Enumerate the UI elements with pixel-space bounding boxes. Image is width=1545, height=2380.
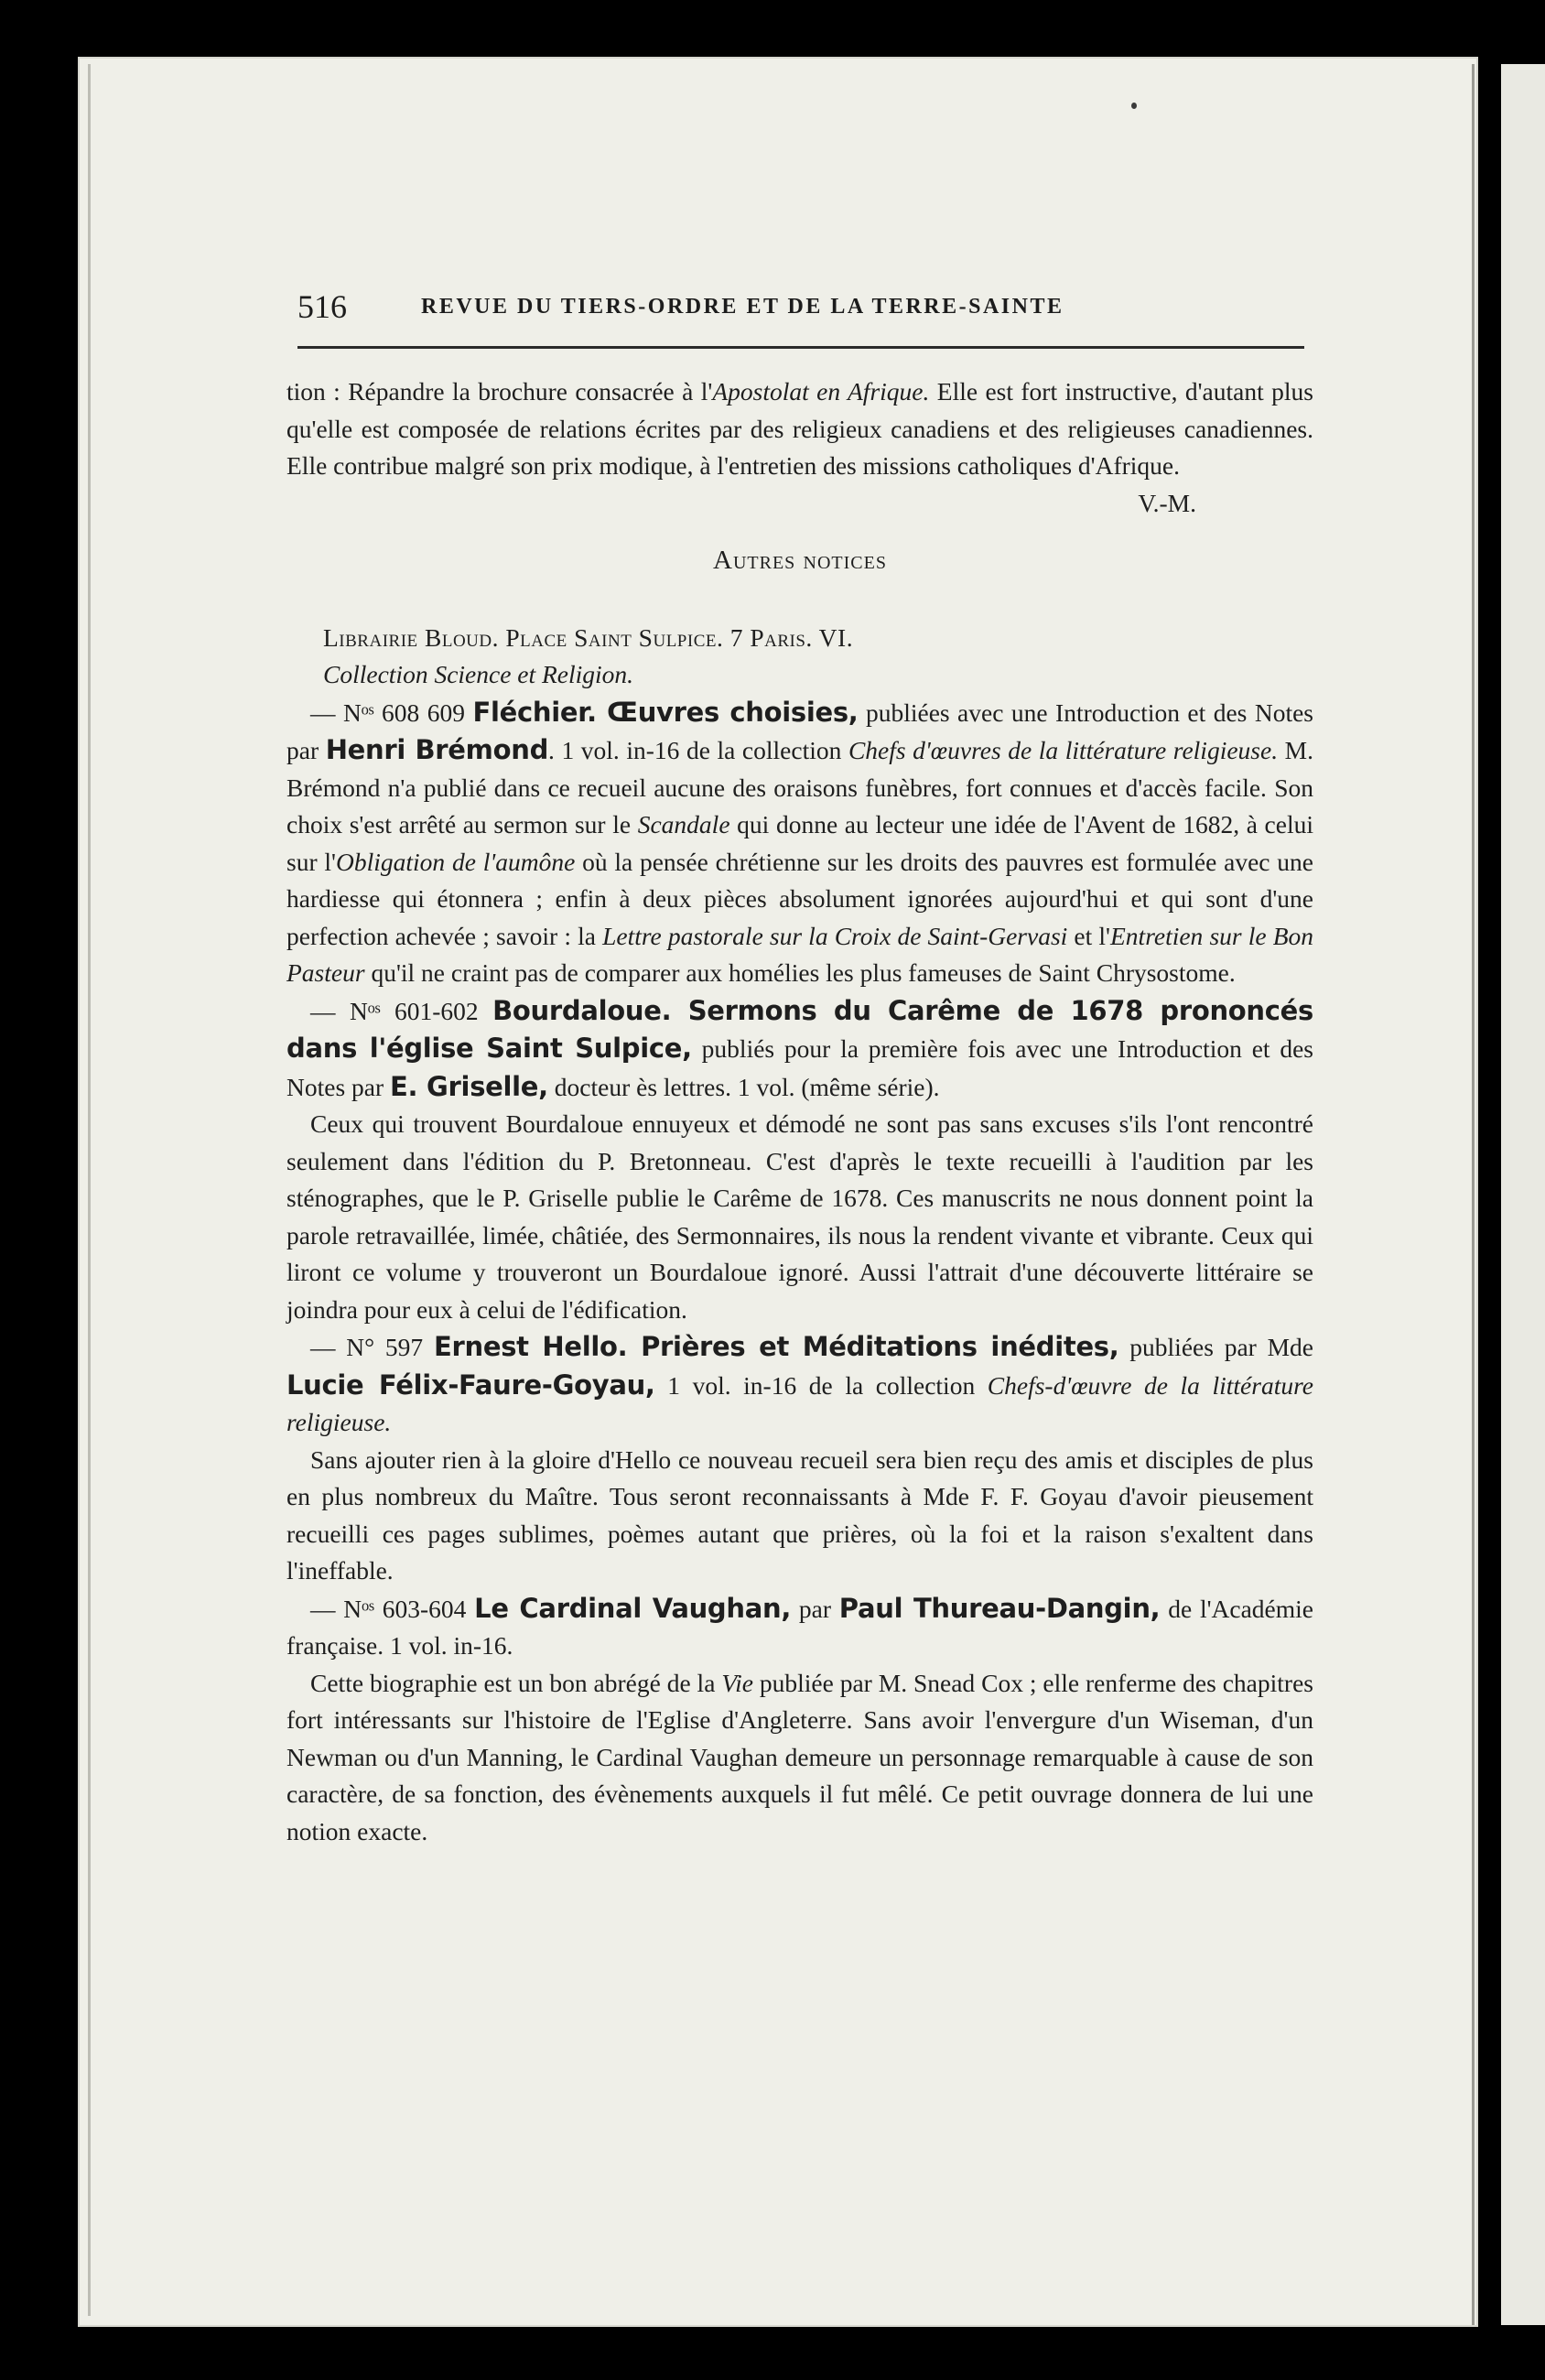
notice-hello: — N° 597 Ernest Hello. Prières et Méditations inédites, publiées par Mde Lucie Félix-Faure-Goyau, 1 vol. in-16 de la collection Chefs-d'œuvre de la littérature religieuse. — [286, 1331, 1314, 1436]
review-bourdaloue: Ceux qui trouvent Bourdaloue ennuyeux et démodé ne sont pas sans excuses s'ils l'ont rencontré seulement dans l'édition du P. Bretonneau. C'est d'après le texte recueilli à l'audition par les sténographes, que le P. Griselle publie le Carême de 1678. Ces manuscrits ne nous donnent point la parole retravaillée, limée, châtiée, des Sermonnaires, ils nous la rendent vivante et vibrante. Ceux qui liront ce volume y trouveront un Bourdaloue ignoré. Aussi l'attrait d'une découverte littéraire se joindra pour eux à celui de l'édification. — [286, 1109, 1313, 1324]
page-edge-left — [88, 64, 91, 2316]
page-edge-right — [1472, 64, 1475, 2325]
section-title: Autres notices — [713, 546, 887, 575]
collection-line: Collection Science et Religion. — [323, 660, 634, 688]
next-page-edge — [1501, 64, 1545, 2325]
header-rule — [297, 346, 1304, 349]
journal-title: REVUE DU TIERS-ORDRE ET DE LA TERRE-SAINTE — [421, 295, 1064, 319]
page-number: 516 — [297, 288, 347, 325]
signature: V.-M. — [1138, 488, 1196, 517]
review-hello: Sans ajouter rien à la gloire d'Hello ce nouveau recueil sera bien reçu des amis et disciples de plus en plus nombreux du Maître. Tous seront reconnaissants à Mde F. F. Goyau d'avoir pieusement recueilli ces pages sublimes, poèmes autant que prières, où la foi et la raison s'exaltent dans l'ineffable. — [286, 1444, 1313, 1585]
review-vaughan: Cette biographie est un bon abrégé de la Vie publiée par M. Snead Cox ; elle renferme des chapitres fort intéressants sur l'histoire de l'Eglise d'Angleterre. Sans avoir l'envergure d'un Wiseman, d'un Newman ou d'un Manning, le Cardinal Vaughan demeure un personnage remarquable à cause de son caractère, de sa fonction, des évènements auxquels il fut mêlé. Ce petit ouvrage donnera de lui une notion exacte. — [286, 1668, 1313, 1845]
notice-flechier: — Nᵒˢ 608 609 Fléchier. Œuvres choisies, publiées avec une Introduction et des Notes par Henri Brémond. 1 vol. in-16 de la collection Chefs d'œuvres de la littérature religieuse. M. Brémond n'a publié dans ce recueil aucune des oraisons funèbres, fort connues et d'accès facile. Son choix s'est arrêté au sermon sur le Scandale qui donne au lecteur une idée de l'Avent de 1682, à celui sur l'Obligation de l'aumône où la pensée chrétienne sur les droits des pauvres est formulée avec une hardiesse qui étonnera ; enfin à deux pièces absolument ignorées aujourd'hui et qui sont d'une perfection achevée ; savoir : la Lettre pastorale sur la Croix de Saint-Gervasi et l'Entretien sur le Bon Pasteur qu'il ne craint pas de comparer aux homélies les plus fameuses de Saint Chrysostome. — [286, 696, 1313, 987]
intro-paragraph: tion : Répandre la brochure consacrée à l'Apostolat en Afrique. Elle est fort instructive, d'autant plus qu'elle est composée de relations écrites par des religieux canadiens et des religieuses canadiennes. Elle contribue malgré son prix modique, à l'entretien des missions catholiques d'Afrique. — [286, 377, 1313, 480]
notice-vaughan: — Nᵒˢ 603-604 Le Cardinal Vaughan, par Paul Thureau-Dangin, de l'Académie française. 1 vol. in-16. — [286, 1592, 1313, 1660]
article-body — [286, 373, 1313, 1850]
ink-speck — [1131, 103, 1137, 109]
publisher-line: Librairie Bloud. Place Saint Sulpice. 7 Paris. VI. — [323, 622, 854, 652]
running-head — [297, 286, 1304, 333]
notice-bourdaloue: — Nᵒˢ 601-602 Bourdaloue. Sermons du Carême de 1678 prononcés dans l'église Saint Sulpice, publiés pour la première fois avec une Introduction et des Notes par E. Griselle, docteur ès lettres. 1 vol. (même série). — [286, 994, 1313, 1102]
